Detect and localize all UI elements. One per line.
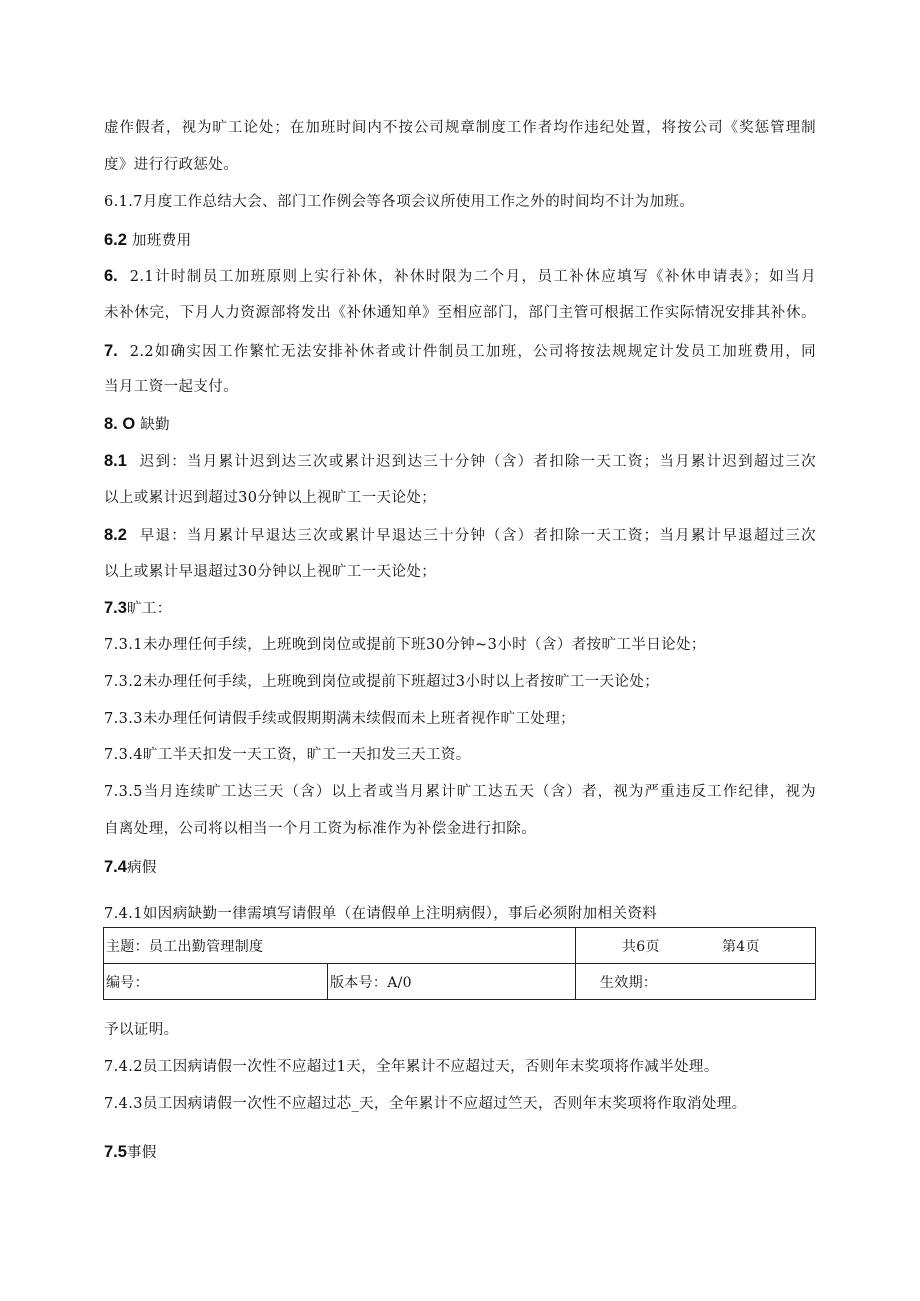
table-row — [104, 928, 816, 964]
section-heading-7-5 — [104, 1142, 816, 1163]
section-title: 加班费用 — [131, 233, 192, 249]
page-footer-table — [103, 927, 816, 1000]
paragraph-line: 7.3.1未办理任何手续，上班晚到岗位或提前下班30分钟~3小时（含）者按旷工半日论处； — [104, 637, 706, 653]
paragraph-line: 度》进行行政惩处。 — [104, 157, 239, 173]
paragraph-line: 7.4.2员工因病请假一次性不应超过1天，全年累计不应超过天，否则年末奖项将作减半处理。 — [104, 1059, 719, 1075]
paragraph-line: 以上或累计早退超过30分钟以上视旷工一天论处； — [104, 564, 437, 580]
section-heading-7-4 — [104, 857, 816, 878]
paragraph-line: 以上或累计迟到超过30分钟以上视旷工一天论处； — [104, 490, 437, 506]
subject-cell: 主题：员工出勤管理制度 — [104, 928, 576, 964]
paragraph-text: 迟到：当月累计迟到达三次或累计迟到达三十分钟（含）者扣除一天工资；当月累计迟到超过三次 — [138, 454, 816, 470]
paragraph-line: 7.4.1如因病缺勤一律需填写请假单（在请假单上注明病假），事后必须附加相关资料 — [104, 906, 658, 922]
version-cell: 版本号：A/0 — [328, 964, 576, 1000]
paragraph-text: 早退：当月累计早退达三次或累计早退达三十分钟（含）者扣除一天工资；当月累计早退超过三次 — [138, 528, 816, 544]
section-title: 事假 — [126, 1145, 157, 1161]
section-number: 8.2 — [104, 526, 127, 544]
paragraph-line: 7.4.3员工因病请假一次性不应超过芯_天，全年累计不应超过竺天，否则年末奖项将作取消处理。 — [104, 1096, 747, 1112]
paragraph-line: 7.3.5当月连续旷工达三天（含）以上者或当月累计旷工达五天（含）者，视为严重违反工作纪律，视为 — [104, 784, 816, 800]
code-cell: 编号： — [104, 964, 328, 1000]
paragraph-8-1 — [104, 451, 816, 472]
section-number: 7.5 — [104, 1143, 127, 1161]
section-number: 6.2 — [104, 231, 127, 249]
page-count-cell — [576, 928, 816, 964]
section-title: 旷工： — [126, 601, 172, 617]
table-row — [104, 964, 816, 1000]
paragraph-line: 予以证明。 — [104, 1022, 179, 1038]
paragraph-text: 2.2如确实因工作繁忙无法安排补休者或计件制员工加班，公司将按法规规定计发员工加班费用，同 — [129, 344, 816, 360]
section-heading-6-2 — [104, 230, 816, 251]
paragraph-line: 未补休完，下月人力资源部将发出《补休通知单》至相应部门，部门主管可根据工作实际情况安排其补休。 — [104, 305, 816, 321]
paragraph-8-2 — [104, 525, 816, 546]
section-number: 7.4 — [104, 858, 127, 876]
section-number: 7. — [104, 342, 118, 360]
paragraph-line: 7.3.3未办理任何请假手续或假期期满未续假而未上班者视作旷工处理； — [104, 711, 575, 727]
paragraph-line: 自离处理，公司将以相当一个月工资为标准作为补偿金进行扣除。 — [104, 821, 537, 837]
section-title: 病假 — [126, 860, 157, 876]
section-number: 6. — [104, 267, 118, 285]
effective-date-cell: 生效期： — [576, 964, 816, 1000]
section-number: 8. O — [104, 415, 136, 433]
paragraph-6-2-2 — [104, 341, 816, 362]
paragraph-6-2-1 — [104, 266, 816, 287]
section-number: 7.3 — [104, 599, 127, 617]
section-title: 缺勤 — [140, 417, 171, 433]
paragraph-line: 7.3.2未办理任何手续，上班晚到岗位或提前下班超过3小时以上者按旷工一天论处； — [104, 674, 660, 690]
page-number: 第4页 — [722, 938, 760, 955]
paragraph-line: 6.1.7月度工作总结大会、部门工作例会等各项会议所使用工作之外的时间均不计为加班。 — [104, 194, 695, 210]
paragraph-text: 2.1计时制员工加班原则上实行补休，补休时限为二个月，员工补休应填写《补休申请表》；如当月 — [129, 269, 816, 285]
paragraph-line: 当月工资一起支付。 — [104, 379, 239, 395]
total-pages: 共6页 — [622, 938, 660, 955]
paragraph-line: 7.3.4旷工半天扣发一天工资，旷工一天扣发三天工资。 — [104, 747, 471, 763]
section-number: 8.1 — [104, 452, 127, 470]
section-heading-absence — [104, 414, 816, 435]
section-heading-7-3 — [104, 598, 816, 619]
paragraph-line: 虚作假者，视为旷工论处；在加班时间内不按公司规章制度工作者均作违纪处置，将按公司《奖惩管理制 — [104, 120, 816, 136]
